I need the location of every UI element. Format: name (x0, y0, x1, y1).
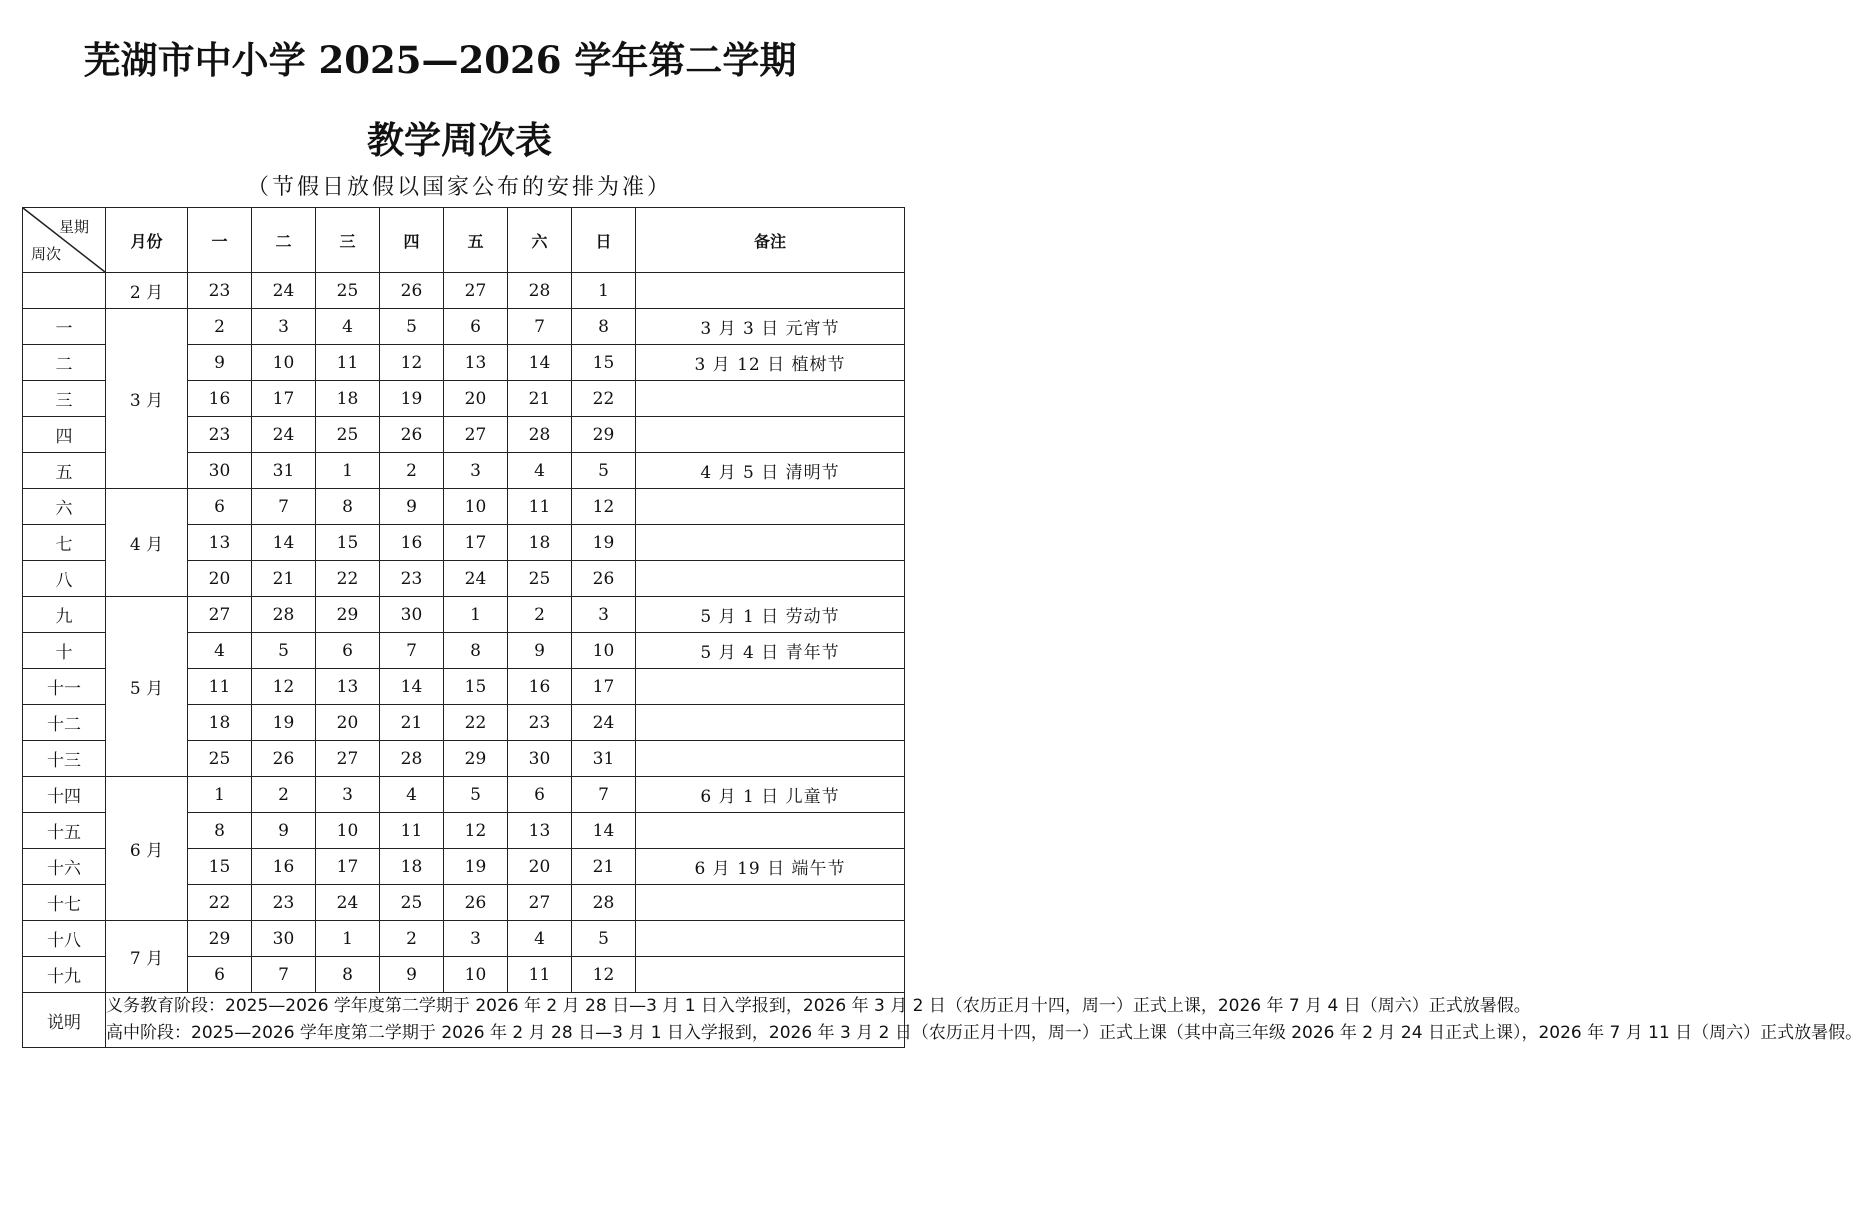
date-cell: 5 (380, 309, 444, 345)
date-cell: 6 (188, 489, 252, 525)
date-cell: 8 (572, 309, 636, 345)
month-cell: 6 月 (106, 777, 188, 921)
date-cell: 4 (316, 309, 380, 345)
date-cell: 25 (188, 741, 252, 777)
title-line-2: 教学周次表 (367, 118, 552, 162)
date-cell: 5 (444, 777, 508, 813)
date-cell: 19 (252, 705, 316, 741)
week-number-cell: 十一 (23, 669, 106, 705)
date-cell: 20 (188, 561, 252, 597)
explanation-label: 说明 (23, 993, 106, 1048)
date-cell: 3 (316, 777, 380, 813)
week-number-cell: 六 (23, 489, 106, 525)
date-cell: 28 (380, 741, 444, 777)
date-cell: 14 (572, 813, 636, 849)
date-cell: 1 (572, 273, 636, 309)
note-cell: 3 月 12 日 植树节 (636, 345, 905, 381)
date-cell: 18 (380, 849, 444, 885)
date-cell: 18 (188, 705, 252, 741)
date-cell: 8 (444, 633, 508, 669)
date-cell: 22 (316, 561, 380, 597)
date-cell: 1 (316, 453, 380, 489)
date-cell: 23 (508, 705, 572, 741)
note-cell (636, 273, 905, 309)
note-cell: 5 月 4 日 青年节 (636, 633, 905, 669)
note-cell: 6 月 1 日 儿童节 (636, 777, 905, 813)
date-cell: 20 (508, 849, 572, 885)
header-day-wed: 三 (316, 208, 380, 273)
date-cell: 23 (252, 885, 316, 921)
date-cell: 13 (316, 669, 380, 705)
date-cell: 7 (508, 309, 572, 345)
date-cell: 29 (316, 597, 380, 633)
date-cell: 10 (444, 489, 508, 525)
date-cell: 22 (188, 885, 252, 921)
date-cell: 7 (252, 489, 316, 525)
date-cell: 30 (380, 597, 444, 633)
date-cell: 4 (508, 453, 572, 489)
week-number-cell: 十二 (23, 705, 106, 741)
date-cell: 10 (444, 957, 508, 993)
note-cell: 6 月 19 日 端午节 (636, 849, 905, 885)
date-cell: 14 (508, 345, 572, 381)
date-cell: 28 (508, 417, 572, 453)
date-cell: 28 (508, 273, 572, 309)
date-cell: 1 (316, 921, 380, 957)
note-cell (636, 417, 905, 453)
date-cell: 3 (572, 597, 636, 633)
date-cell: 6 (508, 777, 572, 813)
date-cell: 16 (252, 849, 316, 885)
header-day-sat: 六 (508, 208, 572, 273)
header-month: 月份 (106, 208, 188, 273)
note-cell (636, 381, 905, 417)
month-cell: 2 月 (106, 273, 188, 309)
date-cell: 21 (380, 705, 444, 741)
date-cell: 12 (380, 345, 444, 381)
date-cell: 26 (444, 885, 508, 921)
week-schedule-table (22, 207, 1862, 1048)
month-cell: 3 月 (106, 309, 188, 489)
date-cell: 13 (188, 525, 252, 561)
date-cell: 12 (252, 669, 316, 705)
header-notes: 备注 (636, 208, 905, 273)
date-cell: 11 (188, 669, 252, 705)
date-cell: 31 (572, 741, 636, 777)
header-day-thu: 四 (380, 208, 444, 273)
date-cell: 24 (252, 273, 316, 309)
date-cell: 27 (316, 741, 380, 777)
date-cell: 25 (380, 885, 444, 921)
date-cell: 26 (572, 561, 636, 597)
date-cell: 7 (380, 633, 444, 669)
date-cell: 8 (316, 489, 380, 525)
date-cell: 14 (252, 525, 316, 561)
date-cell: 15 (444, 669, 508, 705)
date-cell: 27 (188, 597, 252, 633)
note-cell (636, 669, 905, 705)
week-number-cell: 十三 (23, 741, 106, 777)
date-cell: 10 (316, 813, 380, 849)
date-cell: 30 (252, 921, 316, 957)
date-cell: 5 (572, 921, 636, 957)
date-cell: 22 (444, 705, 508, 741)
date-cell: 24 (444, 561, 508, 597)
note-cell: 5 月 1 日 劳动节 (636, 597, 905, 633)
date-cell: 27 (508, 885, 572, 921)
week-number-cell: 九 (23, 597, 106, 633)
date-cell: 18 (508, 525, 572, 561)
compulsory-education-note: 义务教育阶段：2025—2026 学年度第二学期于 2026 年 2 月 28 日—3 月 1 日入学报到，2026 年 3 月 2 日（农历正月十四，周一）正式上课，2026 年 7 月 4 日（周六）正式放暑假。 (106, 996, 1531, 1016)
date-cell: 5 (572, 453, 636, 489)
week-number-cell: 十五 (23, 813, 106, 849)
table-row (23, 777, 905, 813)
date-cell: 29 (572, 417, 636, 453)
date-cell: 10 (252, 345, 316, 381)
explanation-text (106, 993, 1862, 1048)
week-number-cell: 四 (23, 417, 106, 453)
date-cell: 15 (188, 849, 252, 885)
date-cell: 24 (572, 705, 636, 741)
date-cell: 2 (380, 921, 444, 957)
date-cell: 1 (188, 777, 252, 813)
date-cell: 2 (188, 309, 252, 345)
table-row (23, 489, 905, 525)
date-cell: 6 (444, 309, 508, 345)
header-day-fri: 五 (444, 208, 508, 273)
date-cell: 9 (380, 489, 444, 525)
note-cell: 3 月 3 日 元宵节 (636, 309, 905, 345)
table-row (23, 273, 905, 309)
header-day-sun: 日 (572, 208, 636, 273)
date-cell: 15 (316, 525, 380, 561)
date-cell: 17 (444, 525, 508, 561)
table-row (23, 921, 905, 957)
note-cell: 4 月 5 日 清明节 (636, 453, 905, 489)
date-cell: 6 (188, 957, 252, 993)
table-row (23, 597, 905, 633)
date-cell: 19 (380, 381, 444, 417)
date-cell: 24 (252, 417, 316, 453)
date-cell: 21 (252, 561, 316, 597)
date-cell: 20 (444, 381, 508, 417)
date-cell: 24 (316, 885, 380, 921)
week-number-cell: 三 (23, 381, 106, 417)
week-number-cell: 五 (23, 453, 106, 489)
date-cell: 26 (380, 273, 444, 309)
date-cell: 14 (380, 669, 444, 705)
date-cell: 5 (252, 633, 316, 669)
explanation-row (23, 993, 905, 1048)
week-number-cell: 七 (23, 525, 106, 561)
date-cell: 27 (444, 273, 508, 309)
week-number-cell: 八 (23, 561, 106, 597)
date-cell: 21 (508, 381, 572, 417)
date-cell: 7 (252, 957, 316, 993)
corner-cell (23, 208, 106, 273)
date-cell: 13 (444, 345, 508, 381)
month-cell: 7 月 (106, 921, 188, 993)
date-cell: 11 (508, 957, 572, 993)
week-number-cell: 十八 (23, 921, 106, 957)
date-cell: 11 (316, 345, 380, 381)
note-cell (636, 885, 905, 921)
date-cell: 17 (316, 849, 380, 885)
date-cell: 25 (316, 417, 380, 453)
date-cell: 9 (380, 957, 444, 993)
week-number-cell: 二 (23, 345, 106, 381)
date-cell: 6 (316, 633, 380, 669)
title-line-1: 芜湖市中小学 2025—2026 学年第二学期 (83, 38, 797, 82)
week-number-cell: 十九 (23, 957, 106, 993)
table-row (23, 309, 905, 345)
date-cell: 9 (508, 633, 572, 669)
date-cell: 17 (252, 381, 316, 417)
corner-week-label: 周次 (31, 245, 62, 263)
note-cell (636, 705, 905, 741)
date-cell: 1 (444, 597, 508, 633)
date-cell: 12 (572, 489, 636, 525)
date-cell: 2 (508, 597, 572, 633)
subtitle: （节假日放假以国家公布的安排为准） (246, 175, 672, 200)
week-number-cell (23, 273, 106, 309)
date-cell: 4 (380, 777, 444, 813)
date-cell: 25 (316, 273, 380, 309)
date-cell: 27 (444, 417, 508, 453)
week-number-cell: 十六 (23, 849, 106, 885)
header-row (23, 208, 905, 273)
month-cell: 4 月 (106, 489, 188, 597)
date-cell: 8 (316, 957, 380, 993)
date-cell: 12 (572, 957, 636, 993)
note-cell (636, 525, 905, 561)
date-cell: 31 (252, 453, 316, 489)
date-cell: 2 (252, 777, 316, 813)
month-cell: 5 月 (106, 597, 188, 777)
date-cell: 4 (188, 633, 252, 669)
date-cell: 11 (380, 813, 444, 849)
date-cell: 18 (316, 381, 380, 417)
date-cell: 16 (508, 669, 572, 705)
date-cell: 29 (444, 741, 508, 777)
date-cell: 20 (316, 705, 380, 741)
note-cell (636, 561, 905, 597)
date-cell: 17 (572, 669, 636, 705)
date-cell: 25 (508, 561, 572, 597)
date-cell: 30 (188, 453, 252, 489)
date-cell: 23 (188, 417, 252, 453)
note-cell (636, 741, 905, 777)
date-cell: 12 (444, 813, 508, 849)
date-cell: 16 (188, 381, 252, 417)
date-cell: 28 (572, 885, 636, 921)
date-cell: 16 (380, 525, 444, 561)
date-cell: 11 (508, 489, 572, 525)
date-cell: 22 (572, 381, 636, 417)
date-cell: 3 (252, 309, 316, 345)
date-cell: 26 (252, 741, 316, 777)
header-day-mon: 一 (188, 208, 252, 273)
header-day-tue: 二 (252, 208, 316, 273)
date-cell: 30 (508, 741, 572, 777)
note-cell (636, 957, 905, 993)
week-number-cell: 十 (23, 633, 106, 669)
date-cell: 10 (572, 633, 636, 669)
date-cell: 9 (252, 813, 316, 849)
date-cell: 29 (188, 921, 252, 957)
date-cell: 3 (444, 453, 508, 489)
date-cell: 23 (380, 561, 444, 597)
note-cell (636, 813, 905, 849)
date-cell: 4 (508, 921, 572, 957)
date-cell: 23 (188, 273, 252, 309)
date-cell: 2 (380, 453, 444, 489)
date-cell: 21 (572, 849, 636, 885)
week-number-cell: 一 (23, 309, 106, 345)
date-cell: 8 (188, 813, 252, 849)
note-cell (636, 489, 905, 525)
date-cell: 13 (508, 813, 572, 849)
week-number-cell: 十四 (23, 777, 106, 813)
week-number-cell: 十七 (23, 885, 106, 921)
date-cell: 19 (444, 849, 508, 885)
note-cell (636, 921, 905, 957)
date-cell: 26 (380, 417, 444, 453)
date-cell: 3 (444, 921, 508, 957)
date-cell: 28 (252, 597, 316, 633)
date-cell: 19 (572, 525, 636, 561)
date-cell: 7 (572, 777, 636, 813)
high-school-note: 高中阶段：2025—2026 学年度第二学期于 2026 年 2 月 28 日—3 月 1 日入学报到，2026 年 3 月 2 日（农历正月十四，周一）正式上课（其中高三年级 2026 年 2 月 24 日正式上课），2026 年 7 月 11 日（周六）正式放暑假。 (106, 1023, 1862, 1043)
corner-weekday-label: 星期 (58, 218, 89, 236)
date-cell: 9 (188, 345, 252, 381)
date-cell: 15 (572, 345, 636, 381)
